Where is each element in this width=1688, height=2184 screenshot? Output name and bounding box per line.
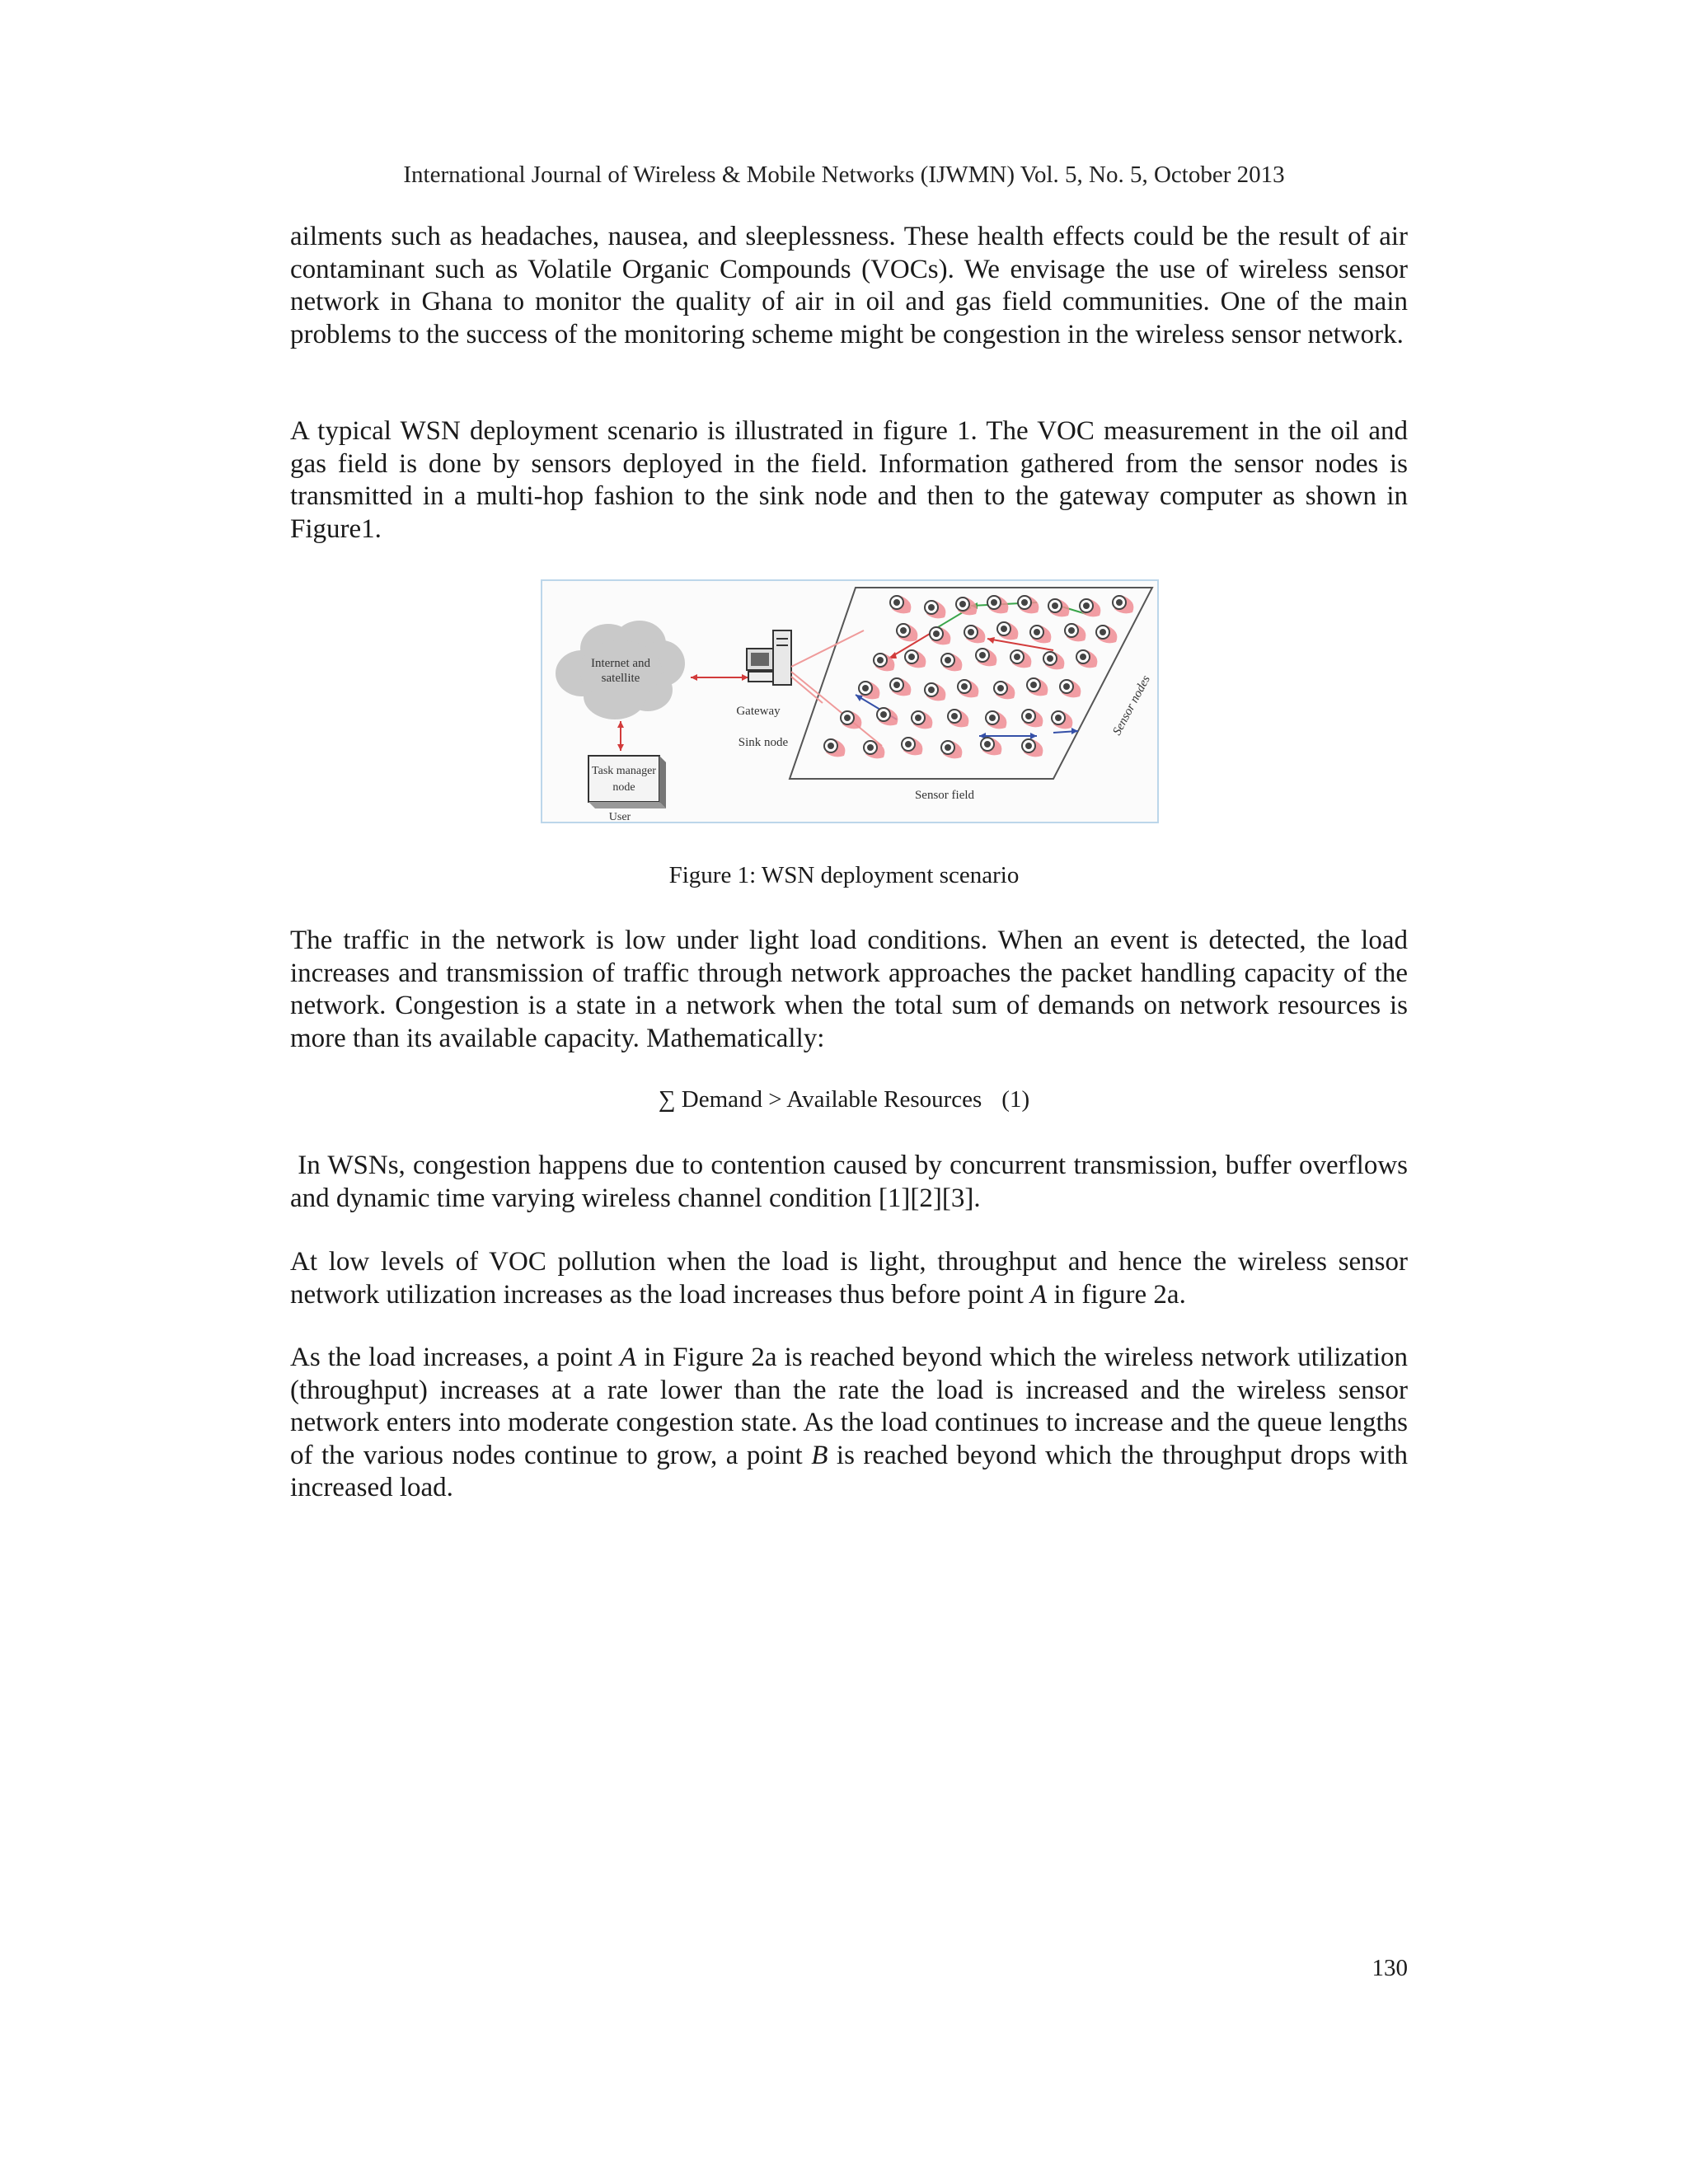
text-run: in Figure 2a is reached beyond which the wireless network utilization (throughput) increases at a rate lower than the rate the load is increased and the wireless sensor network enters into moderate congestion state. As the load continues to increase and the queue lengths of the various nodes continue to grow, a point bbox=[290, 1343, 1409, 1470]
paragraph-load-increases bbox=[290, 1342, 1408, 1505]
sensor-node-icon bbox=[976, 648, 996, 666]
sensor-node-icon bbox=[1065, 623, 1085, 641]
cloud-label-1: Internet and bbox=[590, 657, 651, 670]
sensor-node-icon bbox=[930, 626, 950, 644]
sensor-node-icon bbox=[1022, 709, 1043, 727]
sensor-node-icon bbox=[902, 737, 922, 755]
sensor-node-icon bbox=[905, 649, 926, 668]
sensor-node-icon bbox=[997, 621, 1018, 640]
page-number: 130 bbox=[1372, 1955, 1408, 1981]
sensor-node-icon bbox=[987, 595, 1008, 613]
sensor-node-icon bbox=[1096, 625, 1117, 643]
gateway-label: Gateway bbox=[736, 705, 781, 718]
sensor-node-icon bbox=[1027, 677, 1048, 696]
paragraph-wsn-congestion bbox=[290, 1150, 1415, 1215]
cloud-gateway-link bbox=[691, 674, 748, 681]
cloud-label-2: satellite bbox=[601, 672, 640, 685]
text-run: As the load increases, a point bbox=[290, 1343, 621, 1372]
paragraph-low-levels bbox=[290, 1246, 1408, 1311]
sensor-node-icon bbox=[1080, 598, 1100, 616]
sensor-node-icon bbox=[890, 677, 911, 696]
point-a-italic: A bbox=[1030, 1279, 1048, 1310]
paragraph-congestion bbox=[290, 925, 1408, 1055]
text-run: in figure 2a. bbox=[1047, 1279, 1186, 1310]
cloud-icon bbox=[556, 621, 685, 719]
sensor-node-icon bbox=[956, 597, 977, 615]
sensor-node-icon bbox=[864, 740, 884, 758]
figure-caption: Figure 1: WSN deployment scenario bbox=[668, 862, 1020, 888]
equation-number: (1) bbox=[1001, 1086, 1030, 1113]
sensor-node-icon bbox=[877, 707, 898, 725]
text-run: At low levels of VOC pollution when the load is light, throughput and hence the wireless sensor network utilization increases as the load increases thus before point bbox=[290, 1247, 1408, 1310]
wsn-diagram bbox=[542, 581, 1157, 822]
sensor-node-icon bbox=[1113, 595, 1133, 613]
paragraph-text: The traffic in the network is low under light load conditions. When an event is detected, the load increases and transmission of traffic through network approaches the packet handling capacity of the network. Congestion is a state in a network when the total sum of demands on network resources is more than its available capacity. Mathematically: bbox=[290, 926, 1408, 1053]
sensor-node-icon bbox=[941, 740, 962, 758]
gateway-computer-icon bbox=[747, 630, 791, 685]
paragraph-text bbox=[290, 1342, 1408, 1505]
task-manager-label-2: node bbox=[612, 781, 635, 794]
sensor-node-icon bbox=[925, 682, 945, 701]
paragraph-intro bbox=[290, 221, 1408, 351]
task-manager-label-1: Task manager bbox=[592, 765, 656, 777]
journal-header: International Journal of Wireless & Mobile Networks (IJWMN) Vol. 5, No. 5, October 2013 bbox=[403, 162, 1285, 188]
sensor-node-icon bbox=[958, 679, 978, 697]
paragraph-text bbox=[290, 1246, 1408, 1311]
cloud-task-link bbox=[617, 721, 624, 751]
sensor-node-icon bbox=[994, 681, 1015, 699]
sensor-node-icon bbox=[890, 595, 911, 613]
paragraph-text: A typical WSN deployment scenario is illustrated in figure 1. The VOC measurement in the oil and gas field is done by sensors deployed in the field. Information gathered from the sensor nodes is transmitted in a multi-hop fashion to the sink node and then to the gateway computer as shown in Figure1. bbox=[290, 416, 1408, 544]
sensor-node-icon bbox=[912, 710, 932, 729]
sensor-node-icon bbox=[981, 737, 1001, 755]
sensor-nodes-label: Sensor nodes bbox=[1110, 673, 1153, 738]
figure-wsn-deployment bbox=[541, 579, 1159, 823]
user-label: User bbox=[608, 811, 631, 822]
point-b-italic: B bbox=[811, 1440, 828, 1470]
sensor-node-icon bbox=[964, 625, 985, 643]
sensor-node-icon bbox=[1060, 679, 1081, 697]
sensor-field-label: Sensor field bbox=[914, 789, 975, 802]
sensor-node-icon bbox=[925, 600, 945, 618]
sensor-node-icon bbox=[1043, 651, 1064, 669]
sensor-nodes-group bbox=[824, 595, 1133, 758]
paragraph-text: In WSNs, congestion happens due to contention caused by concurrent transmission, buffer overflows and dynamic time varying wireless channel condition [1][2][3]. bbox=[290, 1151, 1415, 1213]
sensor-node-icon bbox=[1076, 649, 1097, 668]
sensor-node-icon bbox=[948, 709, 968, 727]
paragraph-deployment bbox=[290, 415, 1408, 546]
sensor-node-icon bbox=[941, 653, 962, 671]
sensor-node-icon bbox=[897, 623, 917, 641]
sensor-node-icon bbox=[986, 710, 1006, 729]
point-a-italic: A bbox=[620, 1343, 637, 1372]
equation-1 bbox=[0, 1086, 1688, 1113]
equation-expression: ∑ Demand > Available Resources bbox=[658, 1086, 982, 1113]
text-run: is reached beyond which the throughput drops with increased load. bbox=[290, 1440, 1408, 1502]
sensor-node-icon bbox=[1018, 595, 1039, 613]
sensor-node-icon bbox=[841, 710, 861, 729]
sensor-node-icon bbox=[874, 653, 894, 671]
sensor-node-icon bbox=[1052, 710, 1072, 729]
sink-node-label: Sink node bbox=[738, 736, 789, 749]
sensor-node-icon bbox=[1010, 649, 1031, 668]
sensor-node-icon bbox=[824, 738, 845, 757]
sensor-node-icon bbox=[1030, 625, 1051, 643]
sensor-node-icon bbox=[1048, 598, 1069, 616]
paragraph-text: ailments such as headaches, nausea, and sleeplessness. These health effects could be the result of air contaminant such as Volatile Organic Compounds (VOCs). We envisage the use of wireless sensor network in Ghana to monitor the quality of air in oil and gas field communities. One of the main problems to the success of the monitoring scheme might be congestion in the wireless sensor network. bbox=[290, 222, 1408, 349]
sensor-node-icon bbox=[1022, 738, 1043, 757]
